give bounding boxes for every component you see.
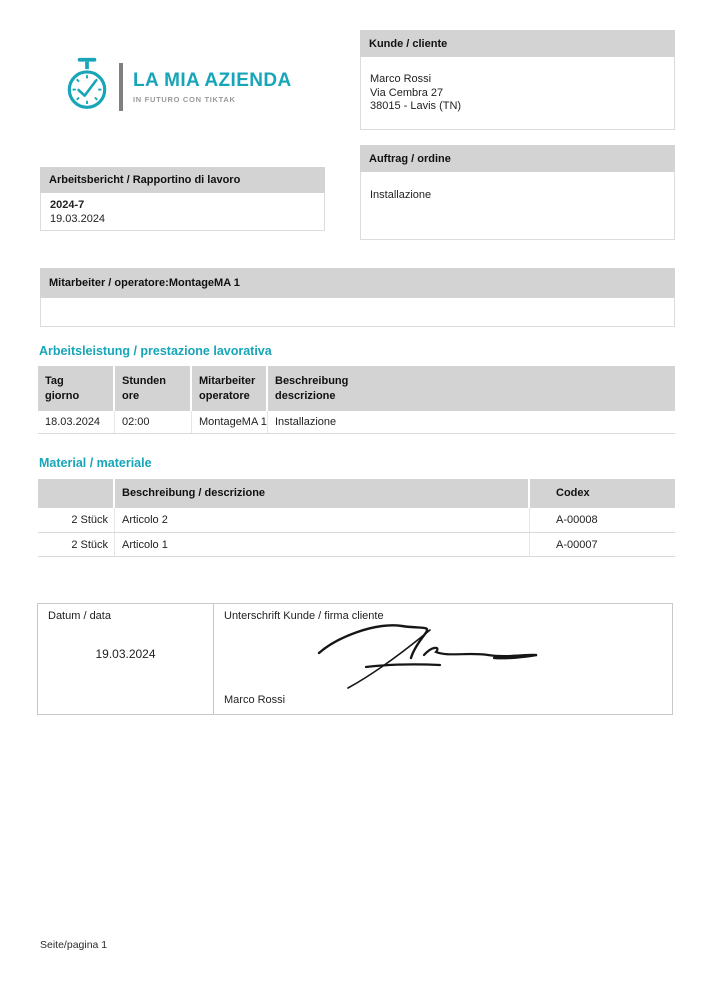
material-table-row xyxy=(38,508,675,533)
report-box-body xyxy=(40,193,325,231)
material-cell-qty: 2 Stück xyxy=(38,508,115,532)
material-cell-description: Articolo 2 xyxy=(115,508,530,532)
material-cell-description: Articolo 1 xyxy=(115,533,530,556)
company-tagline: IN FUTURO CON TIKTAK xyxy=(133,94,236,104)
work-cell-description: Installazione xyxy=(275,416,337,428)
work-section-title: Arbeitsleistung / prestazione lavorativa xyxy=(39,344,272,358)
material-table-header xyxy=(38,479,675,508)
customer-box-body xyxy=(360,57,675,130)
stopwatch-icon xyxy=(62,57,112,116)
report-box-header xyxy=(40,167,325,193)
work-table-row xyxy=(38,411,675,434)
work-col-hours: Stunden ore xyxy=(115,366,190,411)
material-cell-codex: A-00008 xyxy=(556,514,598,526)
report-number: 2024-7 xyxy=(50,199,85,211)
operator-bar-body xyxy=(40,298,675,327)
order-box-header xyxy=(360,145,675,172)
work-col-operator: Mitarbeiter operatore xyxy=(192,366,266,411)
work-cell-operator: MontageMA 1 xyxy=(192,411,268,433)
material-cell-qty: 2 Stück xyxy=(38,533,115,556)
page-number: Seite/pagina 1 xyxy=(40,939,108,951)
work-cell-hours: 02:00 xyxy=(115,411,192,433)
material-table-row xyxy=(38,533,675,557)
customer-city: 38015 - Lavis (TN) xyxy=(370,100,462,112)
work-cell-day: 18.03.2024 xyxy=(38,411,115,433)
material-section-title: Material / materiale xyxy=(39,456,152,470)
material-cell-codex: A-00007 xyxy=(556,538,598,551)
work-col-description: Beschreibung descrizione xyxy=(268,366,675,411)
company-name: LA MIA AZIENDA xyxy=(133,69,292,91)
order-box-title: Auftrag / ordine xyxy=(369,152,451,165)
work-table-header xyxy=(38,366,675,411)
signature-cell xyxy=(214,604,672,714)
customer-box-title: Kunde / cliente xyxy=(369,37,448,50)
order-box-body xyxy=(360,172,675,240)
signature-date-cell xyxy=(38,604,214,714)
material-col-codex: Codex xyxy=(530,479,675,508)
material-col-description: Beschreibung / descrizione xyxy=(115,479,528,508)
operator-value: MontageMA 1 xyxy=(168,277,240,289)
company-logo xyxy=(62,57,292,116)
customer-box-header xyxy=(360,30,675,57)
signature-name: Marco Rossi xyxy=(224,694,286,706)
operator-label: Mitarbeiter / operatore: xyxy=(49,277,169,289)
logo-divider xyxy=(119,63,123,111)
date-value: 19.03.2024 xyxy=(95,647,156,661)
customer-signature xyxy=(274,614,564,704)
signature-label: Unterschrift Kunde / firma cliente xyxy=(224,610,384,622)
report-box-title: Arbeitsbericht / Rapportino di lavoro xyxy=(49,174,241,186)
date-label: Datum / data xyxy=(48,610,111,622)
signature-box xyxy=(37,603,673,715)
material-col-qty xyxy=(38,479,113,508)
customer-street: Via Cembra 27 xyxy=(370,86,444,99)
customer-name: Marco Rossi xyxy=(370,73,432,85)
work-col-day: Tag giorno xyxy=(38,366,113,411)
operator-bar xyxy=(40,268,675,298)
report-date: 19.03.2024 xyxy=(50,213,106,225)
order-value: Installazione xyxy=(370,189,432,201)
